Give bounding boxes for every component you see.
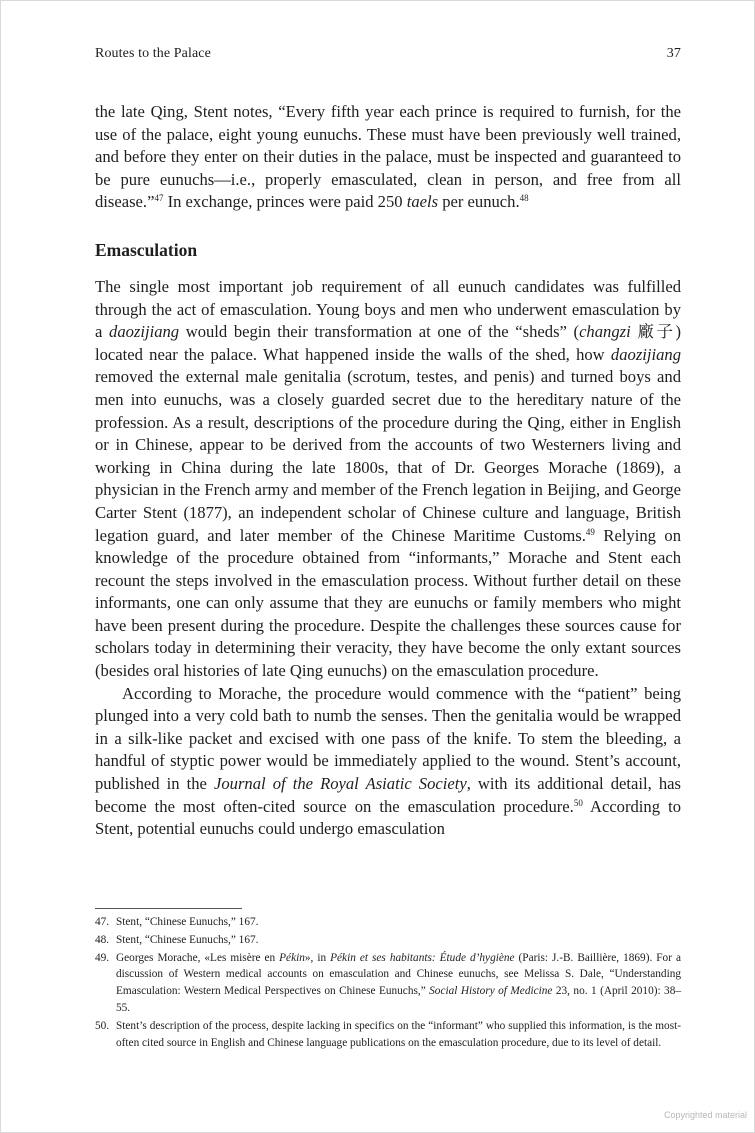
italic-text: daozijiang [109,322,180,342]
main-text [95,101,681,841]
italic-text: Journal of the Royal Asiatic Society [214,774,467,794]
text-run: Stent, “Chinese Eunuchs,” 167. [116,916,259,928]
text-run: 廠子) located near the palace. What happened inside the walls of the shed, how [95,322,682,364]
footnote-number: 48. [95,933,110,946]
paragraph [95,683,681,841]
footnote-number: 49. [95,951,110,964]
italic-text: changzi [579,322,631,342]
italic-text: Pékin [279,951,305,964]
text-run: , with its additional detail, has become the most often-cited source on the emasculation procedure. [95,774,681,816]
footnote-number: 47. [95,916,110,928]
footnote-number: 50. [95,1019,110,1032]
italic-text: taels [406,192,439,212]
italic-text: daozijiang [610,344,681,364]
footnote [95,1018,681,1052]
footnote-text [116,914,681,931]
text-run: would begin their transformation at one of the “sheds” ( [179,322,580,342]
note-reference: 50 [573,797,583,808]
section-heading: Emasculation [95,239,198,260]
copyright-watermark: Copyrighted material [663,1110,747,1120]
text-run: Relying on knowledge of the procedure obtained from “informants,” Morache and Stent each recount the steps involved in the emasculation process. Without further detail on these informants, one can only assume that they are eunuchs or family members who might have been present during the procedure. Despite the challenges these sources cause for scholars today in determining their veracity, they have become the only extant sources (besides oral histories of late Qing eunuchs) on the emasculation procedure. [95,525,681,681]
page-number: 37 [666,46,681,61]
footnote [95,932,681,949]
text-run: », in [304,951,331,964]
footnote-text [116,932,681,949]
note-reference: 49 [585,526,595,537]
note-reference: 47 [154,193,164,204]
text-run: The single most important job requirement of all eunuch candidates was fulfilled through the act of emasculation. Young boys and men who underwent emasculation by a [95,276,681,342]
footnotes [95,914,681,1052]
footnote-text [116,950,681,1017]
italic-text: Pékin et ses habitants: Étude d’hygiène [330,951,515,964]
text-run: Stent’s description of the process, despite lacking in specifics on the “informant” who supplied this information, is the most-often cited source in English and Chinese language publications on the emasculation procedure, due to its level of detail. [116,1019,681,1049]
text-run: (Paris: J.-B. Baillière, 1869). For a discussion of Western medical accounts on emasculation and Chinese eunuchs, see Melissa S. Dale, “Understanding Emasculation: Western Medical Perspectives on Chinese Eunuchs,” [116,951,681,998]
italic-text: Social History of Medicine [429,985,553,998]
text-run: According to Stent, potential eunuchs could undergo emasculation [95,796,681,839]
running-title: Routes to the Palace [95,46,211,61]
text-run: In exchange, princes were paid 250 [163,192,407,212]
text-run: the late Qing, Stent notes, “Every fifth year each prince is required to furnish, for the use of the palace, eight young eunuchs. These must have been previously well trained, and before they enter on their duties in the palace, must be inspected and guaranteed to be pure eunuchs—i.e., properly emasculated, clean in person, and free from all disease.” [95,102,681,212]
paragraph [95,101,681,214]
text-run: removed the external male genitalia (scrotum, testes, and penis) and turned boys and men into eunuchs, was a closely guarded secret due to the hereditary nature of the profession. As a result, descriptions of the procedure during the Qing, either in English or in Chinese, appear to be derived from the accounts of two Westerners living and working in China during the late 1800s, that of Dr. Georges Morache (1869), a physician in the French army and member of the French legation in Beijing, and George Carter Stent (1877), an independent scholar of Chinese culture and language, British legation guard, and later member of the Chinese Maritime Customs. [95,367,681,545]
footnote [95,950,681,1017]
footnote [95,914,681,931]
footnote-rule [95,908,242,909]
text-run: According to Morache, the procedure would commence with the “patient” being plunged into a very cold bath to numb the senses. Then the genitalia would be wrapped in a silk-like packet and excised with one pass of the knife. To stem the bleeding, a handful of styptic power would be immediately applied to the wound. Stent’s account, published in the [95,683,681,794]
paragraph [95,276,681,683]
text-run: 23, no. 1 (April 2010): 38–55. [116,985,681,1014]
text-run: Stent, “Chinese Eunuchs,” 167. [116,933,259,946]
text-run: per eunuch. [438,192,520,212]
footnote-text [116,1018,681,1052]
text-run: Georges Morache, «Les misère en [116,951,280,964]
running-head [95,46,681,62]
note-reference: 48 [519,193,529,204]
